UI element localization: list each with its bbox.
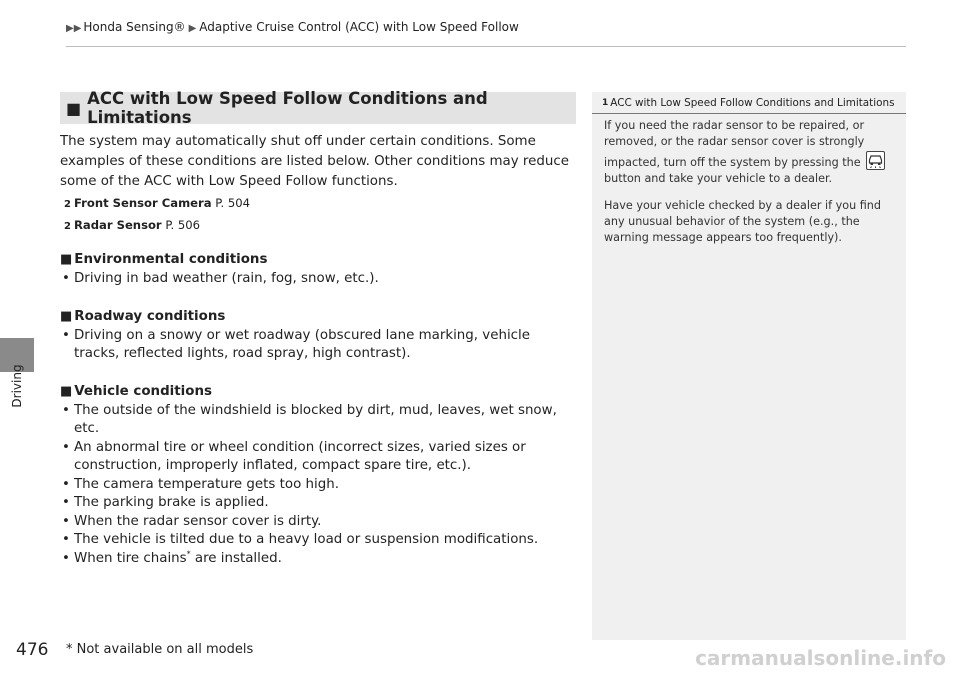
breadcrumb-arrow-icon: ▶▶ xyxy=(66,23,82,34)
breadcrumb xyxy=(66,20,519,34)
square-bullet-icon: ■ xyxy=(60,308,73,324)
condition-group xyxy=(60,307,580,364)
list-item: • Driving in bad weather (rain, fog, snow, etc.). xyxy=(60,270,579,289)
watermark: carmanualsonline.info xyxy=(695,646,946,670)
header-divider xyxy=(66,46,906,47)
footnote: * Not available on all models xyxy=(66,642,254,657)
reference-arrow-icon: 2 xyxy=(64,221,71,232)
reference-arrow-icon: 2 xyxy=(64,199,71,210)
list-item: • When the radar sensor cover is dirty. xyxy=(60,513,579,532)
list-item: • The outside of the windshield is blocked by dirt, mud, leaves, wet snow, etc. xyxy=(60,402,579,439)
footnote-marker: * xyxy=(186,549,191,559)
square-bullet-icon: ■ xyxy=(60,383,73,399)
list-item: • The parking brake is applied. xyxy=(60,494,579,513)
note-marker: 1 xyxy=(602,98,609,108)
condition-title: ■ Environmental conditions xyxy=(60,252,268,267)
sidebar-paragraph: Have your vehicle checked by a dealer if you find any unusual behavior of the system (e.g., the warning message appears too frequently). xyxy=(604,198,881,245)
list-item: • The vehicle is tilted due to a heavy load or suspension modifications. xyxy=(60,531,579,550)
breadcrumb-item[interactable]: Honda Sensing® xyxy=(83,20,186,34)
cross-reference[interactable]: 2 Front Sensor Camera P. 504 xyxy=(64,196,250,210)
cross-reference[interactable]: 2 Radar Sensor P. 506 xyxy=(64,218,201,232)
list-item-tail: are installed. xyxy=(190,550,282,566)
list-item: • When tire chains* are installed. xyxy=(60,550,579,569)
condition-title: ■ Vehicle conditions xyxy=(60,383,212,399)
section-heading: ■ ACC with Low Speed Follow Conditions and Limitations xyxy=(60,92,576,124)
chapter-label: Driving xyxy=(10,364,24,408)
list-item: • Driving on a snowy or wet roadway (obscured lane marking, vehicle tracks, reflected lights, road spray, high contrast). xyxy=(60,327,579,364)
breadcrumb-item[interactable]: Adaptive Cruise Control (ACC) with Low Speed Follow xyxy=(199,20,519,34)
condition-title: ■ Roadway conditions xyxy=(60,308,226,324)
list-item: • The camera temperature gets too high. xyxy=(60,476,579,495)
square-bullet-icon: ■ xyxy=(60,252,73,267)
square-bullet-icon: ■ xyxy=(66,98,82,118)
sidebar-heading: 1 ACC with Low Speed Follow Conditions and Limitations xyxy=(592,92,906,114)
sidebar-note xyxy=(592,92,906,640)
page-number: 476 xyxy=(16,640,49,660)
list-item: • An abnormal tire or wheel condition (incorrect sizes, varied sizes or construction, improperly inflated, compact spare tire, etc.). xyxy=(60,439,579,476)
intro-paragraph: The system may automatically shut off under certain conditions. Some examples of these conditions are listed below. Other conditions may reduce some of the ACC with Low Speed Follow functions. xyxy=(60,134,569,189)
sidebar-paragraph: If you need the radar sensor to be repaired, or removed, or the radar sensor cover is strongly impacted, turn off the system by pressing the button and take your vehicle to a dealer. xyxy=(604,118,894,188)
breadcrumb-arrow-icon: ▶ xyxy=(188,23,197,34)
condition-group xyxy=(60,250,580,289)
acc-button-icon xyxy=(866,151,885,170)
condition-group xyxy=(60,382,580,569)
main-content xyxy=(60,89,580,568)
